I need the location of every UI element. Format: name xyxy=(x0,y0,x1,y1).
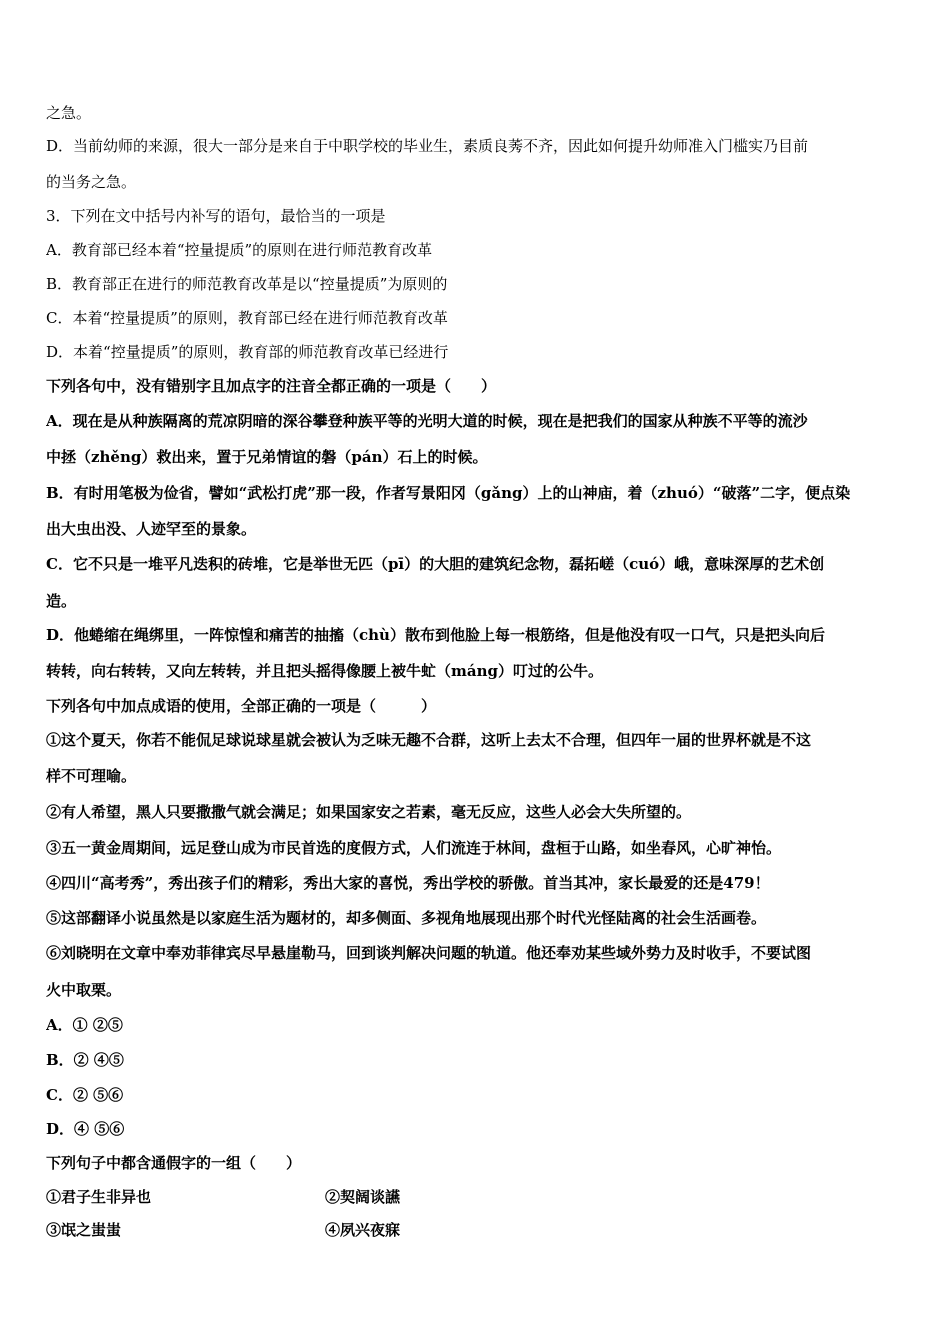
q4-option-d-line1: D．他蜷缩在绳绑里，一阵惊惶和痛苦的抽搐（chù）散布到他脸上每一根筋络，但是他没有叹一口气，只是把头向后 xyxy=(46,626,825,644)
q6-stem: 下列句子中都含通假字的一组（ ） xyxy=(46,1154,302,1172)
q5-item-6-line1: ⑥刘晓明在文章中奉劝菲律宾尽早悬崖勒马，回到谈判解决问题的轨道。他还奉劝某些域外势力及时收手，不要试图 xyxy=(46,944,812,962)
q5-item-1-line1: ①这个夏天，你若不能侃足球说球星就会被认为乏味无趣不合群，这听上去太不合理，但四年一届的世界杯就是不这 xyxy=(46,731,812,749)
q6-item-3: ③氓之蚩蚩 xyxy=(46,1221,122,1239)
q3-option-a: A．教育部已经本着“控量提质”的原则在进行师范教育改革 xyxy=(46,241,433,259)
q3-option-b: B．教育部正在进行的师范教育改革是以“控量提质”为原则的 xyxy=(46,275,448,293)
q5-option-d: D．④ ⑤⑥ xyxy=(46,1120,125,1138)
q3-option-d: D．本着“控量提质”的原则，教育部的师范教育改革已经进行 xyxy=(46,343,449,361)
q3-option-c: C．本着“控量提质”的原则，教育部已经在进行师范教育改革 xyxy=(46,309,448,327)
q4-option-b-line2: 出大虫出没、人迹罕至的景象。 xyxy=(46,520,257,538)
q2-option-c-tail: 之急。 xyxy=(46,104,92,122)
q5-item-1-line2: 样不可理喻。 xyxy=(46,767,137,785)
q5-item-3: ③五一黄金周期间，远足登山成为市民首选的度假方式，人们流连于林间，盘桓于山路，如坐春风，心旷神怡。 xyxy=(46,839,782,857)
q4-option-b-line1: B．有时用笔极为俭省，譬如“武松打虎”那一段，作者写景阳冈（gǎng）上的山神庙，着（zhuó）“破落”二字，便点染 xyxy=(46,484,851,502)
q5-item-6-line2: 火中取栗。 xyxy=(46,981,122,999)
q5-option-a: A．① ②⑤ xyxy=(46,1016,123,1034)
q5-option-c: C．② ⑤⑥ xyxy=(46,1086,124,1104)
q5-item-5: ⑤这部翻译小说虽然是以家庭生活为题材的，却多侧面、多视角地展现出那个时代光怪陆离的社会生活画卷。 xyxy=(46,909,767,927)
q2-option-d-line1: D．当前幼师的来源，很大一部分是来自于中职学校的毕业生，素质良莠不齐，因此如何提升幼师准入门槛实乃目前 xyxy=(46,137,809,155)
q4-option-a-line1: A．现在是从种族隔离的荒凉阴暗的深谷攀登种族平等的光明大道的时候，现在是把我们的国家从种族不平等的流沙 xyxy=(46,412,808,430)
q6-item-2: ②契阔谈讌 xyxy=(325,1188,401,1206)
q5-option-b: B．② ④⑤ xyxy=(46,1051,124,1069)
q6-row-2 xyxy=(46,1219,910,1241)
q5-item-2: ②有人希望，黑人只要撒撒气就会满足；如果国家安之若素，毫无反应，这些人必会大失所望的。 xyxy=(46,803,692,821)
q6-row-1 xyxy=(46,1186,910,1208)
q2-option-d-line2: 的当务之急。 xyxy=(46,173,137,191)
q6-item-1: ①君子生非异也 xyxy=(46,1188,152,1206)
q4-stem: 下列各句中，没有错别字且加点字的注音全都正确的一项是（ ） xyxy=(46,377,497,395)
q5-item-4: ④四川“高考秀”，秀出孩子们的精彩，秀出大家的喜悦，秀出学校的骄傲。首当其冲，家长最爱的还是479！ xyxy=(46,874,770,892)
q4-option-c-line2: 造。 xyxy=(46,592,77,610)
q4-option-c-line1: C．它不只是一堆平凡迭积的砖堆，它是举世无匹（pī）的大胆的建筑纪念物，磊拓嵯（cuó）峨，意味深厚的艺术创 xyxy=(46,555,825,573)
q3-stem: 3．下列在文中括号内补写的语句，最恰当的一项是 xyxy=(46,207,386,225)
q4-option-a-line2: 中拯（zhěng）救出来，置于兄弟情谊的磐（pán）石上的时候。 xyxy=(46,448,488,466)
q5-stem: 下列各句中加点成语的使用，全部正确的一项是（ ） xyxy=(46,697,437,715)
q6-item-4: ④夙兴夜寐 xyxy=(325,1221,401,1239)
q4-option-d-line2: 转转，向右转转，又向左转转，并且把头摇得像腰上被牛虻（máng）叮过的公牛。 xyxy=(46,662,603,680)
